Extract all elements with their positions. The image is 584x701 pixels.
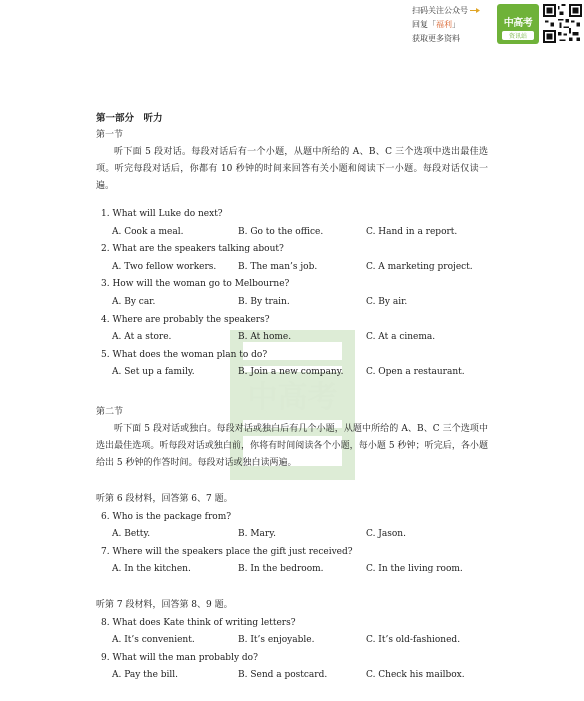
option-c: C. Check his mailbox. [366,670,465,681]
promo-line-3: 获取更多资料 [412,34,460,43]
site-logo [497,4,539,44]
promo-keyword: 福利 [436,20,452,29]
option-a: A. By car. [112,296,156,307]
section-2-heading: 第二节 [96,407,124,417]
question-options [96,632,488,650]
question-options [96,329,488,347]
question-group-7 [96,597,488,685]
part-title: 第一部分 听力 [96,113,163,124]
option-b: B. Go to the office. [238,226,324,237]
question-stem: 4. Where are probably the speakers? [101,314,270,325]
question-stem: 8. What does Kate think of writing letters? [101,617,296,628]
promo-text [412,4,480,46]
section-2-block [96,404,488,472]
section-2-instructions: 听下面 5 段对话或独白。每段对话或独白后有几个小题，从题中所给的 A、B、C 三个选项中选出最佳选项。听每段对话或独白前，你将有时间阅读各个小题，每小题 5 秒钟；听完后，各小题给出 5 秒钟的作答时间。每段对话或独白读两遍。 [96,424,488,468]
question-stem: 2. What are the speakers talking about? [101,244,284,255]
question-group-6 [96,491,488,579]
question-stem: 3. How will the woman go to Melbourne? [101,279,290,290]
question-options [96,294,488,312]
option-a: A. Pay the bill. [112,670,179,681]
promo-line-1 [412,4,480,18]
option-a: A. Cook a meal. [112,226,184,237]
question-stem: 5. What does the woman plan to do? [101,349,268,360]
option-c: C. At a cinema. [366,332,436,343]
option-a: A. It’s convenient. [112,635,195,646]
option-c: C. Jason. [366,529,406,540]
promo-line-2 [412,18,480,32]
option-a: A. Two fellow workers. [112,261,217,272]
option-c: C. A marketing project. [366,261,473,272]
option-b: B. The man’s job. [238,261,318,272]
option-c: C. Hand in a report. [366,226,458,237]
option-b: B. By train. [238,296,290,307]
option-b: B. It’s enjoyable. [238,635,315,646]
section-1-heading: 第一节 [96,130,124,140]
option-c: C. In the living room. [366,564,463,575]
question-options [96,667,488,685]
part1-block [96,110,488,195]
option-c: C. By air. [366,296,408,307]
option-b: B. Join a new company. [238,367,344,378]
option-a: A. Betty. [112,529,151,540]
pointing-hand-icon [470,7,480,14]
question-stem: 9. What will the man probably do? [101,652,258,663]
option-a: A. Set up a family. [112,367,195,378]
logo-main-text: 中高考 [503,18,533,29]
question-options [96,259,488,277]
section-1-questions [96,206,488,382]
promo-line-2-prefix: 回复「 [412,20,436,29]
question-options [96,224,488,242]
question-stem: 7. Where will the speakers place the gift just received? [101,546,353,557]
question-stem: 1. What will Luke do next? [101,209,223,219]
watermark-text: 中高考 [247,380,338,415]
section-1-instructions: 听下面 5 段对话。每段对话后有一个小题，从题中所给的 A、B、C 三个选项中选出最佳选项。听完每段对话后，你都有 10 秒钟的时间来回答有关小题和阅读下一小题。每段对话仅读一遍。 [96,147,488,191]
option-a: A. At a store. [112,332,172,343]
option-b: B. At home. [238,332,292,343]
option-a: A. In the kitchen. [112,564,191,575]
group-intro: 听第 7 段材料，回答第 8、9 题。 [96,600,233,610]
option-b: B. In the bedroom. [238,564,324,575]
logo-sub-text: 资讯站 [502,31,534,40]
question-options [96,364,488,382]
option-b: B. Send a postcard. [238,670,328,681]
question-options [96,561,488,579]
group-intro: 听第 6 段材料，回答第 6、7 题。 [96,494,233,504]
promo-line-1-text: 扫码关注公众号 [412,6,468,15]
option-b: B. Mary. [238,529,276,540]
option-c: C. It’s old-fashioned. [366,635,461,646]
option-c: C. Open a restaurant. [366,367,465,378]
question-options [96,526,488,544]
qr-code-icon [543,4,582,43]
question-stem: 6. Who is the package from? [101,511,232,522]
promo-line-2-suffix: 」 [452,20,460,29]
